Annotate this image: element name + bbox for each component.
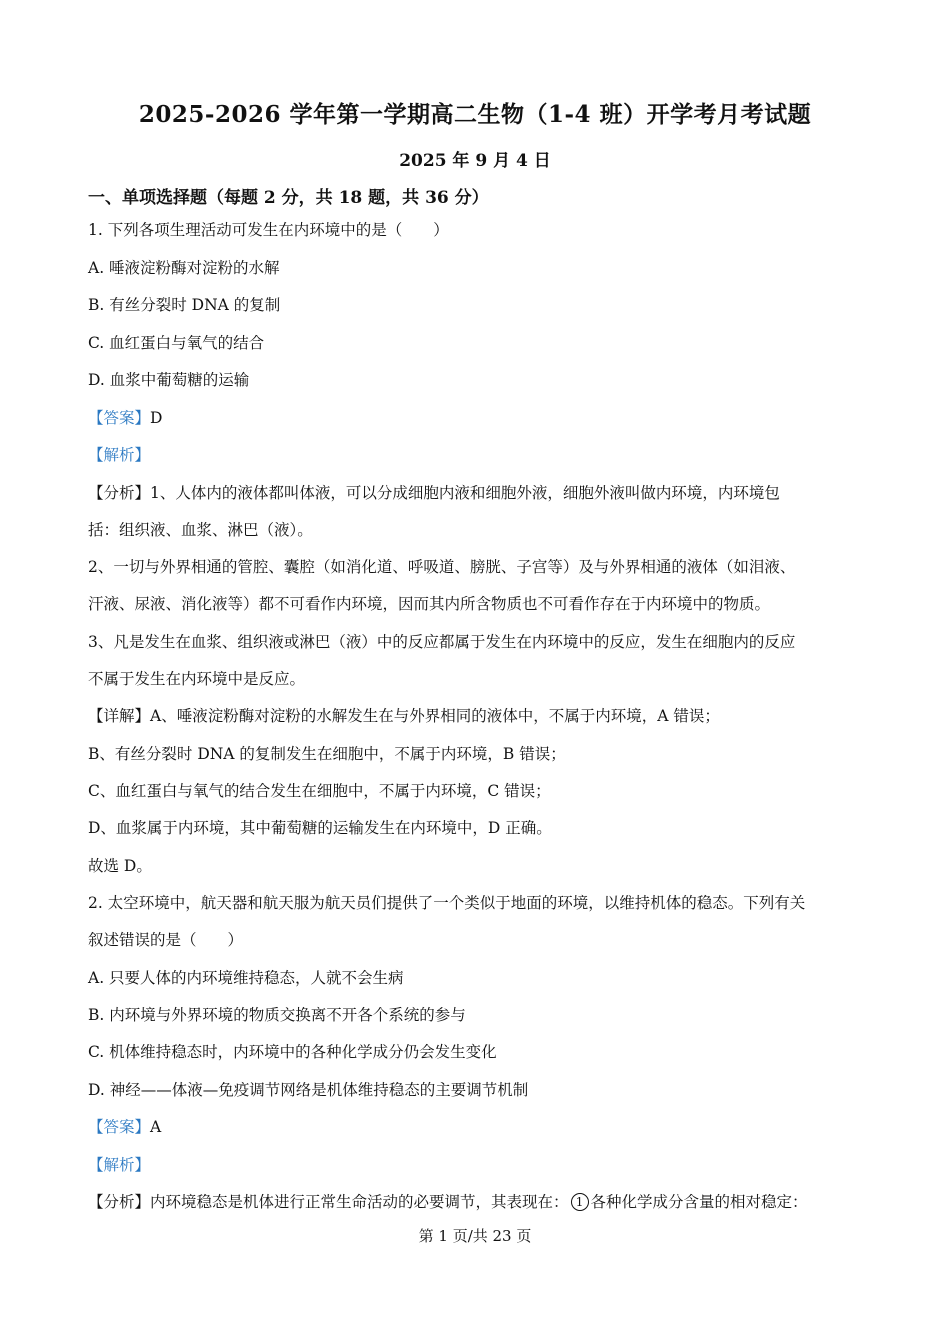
question-2-option-b: B. 内环境与外界环境的物质交换离不开各个系统的参与: [88, 1006, 466, 1024]
question-1-analysis-line: 括：组织液、血浆、淋巴（液）。: [88, 521, 313, 539]
fenxi-tag: 【分析】: [88, 1193, 151, 1211]
section-heading: 一、单项选择题（每题 2 分，共 18 题，共 36 分）: [88, 188, 489, 208]
question-1-analysis-line: [88, 483, 780, 503]
page-footer: 第 1 页/共 23 页: [418, 1227, 532, 1245]
question-1-option-d: D. 血浆中葡萄糖的运输: [88, 371, 250, 389]
answer-tag: 【答案】: [88, 409, 151, 427]
question-1-analysis-line: 2、一切与外界相通的管腔、囊腔（如消化道、呼吸道、膀胱、子宫等）及与外界相通的液体（如泪液、: [88, 558, 796, 576]
question-1-option-a: A. 唾液淀粉酶对淀粉的水解: [88, 259, 280, 277]
question-1-stem: 1. 下列各项生理活动可发生在内环境中的是（ ）: [88, 221, 449, 239]
question-1-detail-line: D、血浆属于内环境，其中葡萄糖的运输发生在内环境中，D 正确。: [88, 819, 552, 837]
page-title: 2025-2026 学年第一学期高二生物（1-4 班）开学考月考试题: [138, 101, 812, 128]
exam-date: 2025 年 9 月 4 日: [399, 151, 551, 171]
question-1-option-c: C. 血红蛋白与氧气的结合: [88, 334, 265, 352]
question-2-analysis-line: [88, 1192, 808, 1212]
detail-text: A、唾液淀粉酶对淀粉的水解发生在与外界相同的液体中，不属于内环境，A 错误；: [150, 707, 720, 725]
question-1-detail-line: B、有丝分裂时 DNA 的复制发生在细胞中，不属于内环境，B 错误；: [88, 745, 566, 763]
question-1-analysis-line: 3、凡是发生在血浆、组织液或淋巴（液）中的反应都属于发生在内环境中的反应，发生在细胞内的反应: [88, 633, 796, 651]
question-1-conclusion: 故选 D。: [88, 857, 152, 875]
answer-value: A: [150, 1118, 162, 1136]
question-2-jiexi-tag: 【解析】: [88, 1156, 151, 1174]
question-2-stem: 叙述错误的是（ ）: [88, 931, 244, 949]
circled-number: 1: [571, 1193, 589, 1211]
question-1-answer: [88, 408, 162, 428]
analysis-text: 内环境稳态是机体进行正常生命活动的必要调节，其表现在：: [150, 1193, 569, 1211]
question-2-option-a: A. 只要人体的内环境维持稳态，人就不会生病: [88, 969, 404, 987]
xiangjie-tag: 【详解】: [88, 707, 151, 725]
question-1-analysis-line: 汗液、尿液、消化液等）都不可看作内环境，因而其内所含物质也不可看作存在于内环境中的物质。: [88, 595, 771, 613]
answer-tag: 【答案】: [88, 1118, 151, 1136]
analysis-text: 各种化学成分含量的相对稳定：: [590, 1193, 808, 1211]
question-2-option-d: D. 神经——体液—免疫调节网络是机体维持稳态的主要调节机制: [88, 1081, 529, 1099]
question-2-stem: 2. 太空环境中，航天器和航天服为航天员们提供了一个类似于地面的环境，以维持机体的稳态。下列有关: [88, 894, 806, 912]
question-1-analysis-line: 不属于发生在内环境中是反应。: [88, 670, 306, 688]
question-1-detail-line: C、血红蛋白与氧气的结合发生在细胞中，不属于内环境，C 错误；: [88, 782, 551, 800]
question-1-jiexi-tag: 【解析】: [88, 446, 151, 464]
question-1-option-b: B. 有丝分裂时 DNA 的复制: [88, 296, 281, 314]
answer-value: D: [150, 409, 163, 427]
analysis-text: 1、人体内的液体都叫体液，可以分成细胞内液和细胞外液，细胞外液叫做内环境，内环境包: [150, 484, 780, 502]
question-2-option-c: C. 机体维持稳态时，内环境中的各种化学成分仍会发生变化: [88, 1043, 497, 1061]
fenxi-tag: 【分析】: [88, 484, 151, 502]
question-2-answer: [88, 1117, 161, 1137]
question-1-detail-line: [88, 706, 720, 726]
